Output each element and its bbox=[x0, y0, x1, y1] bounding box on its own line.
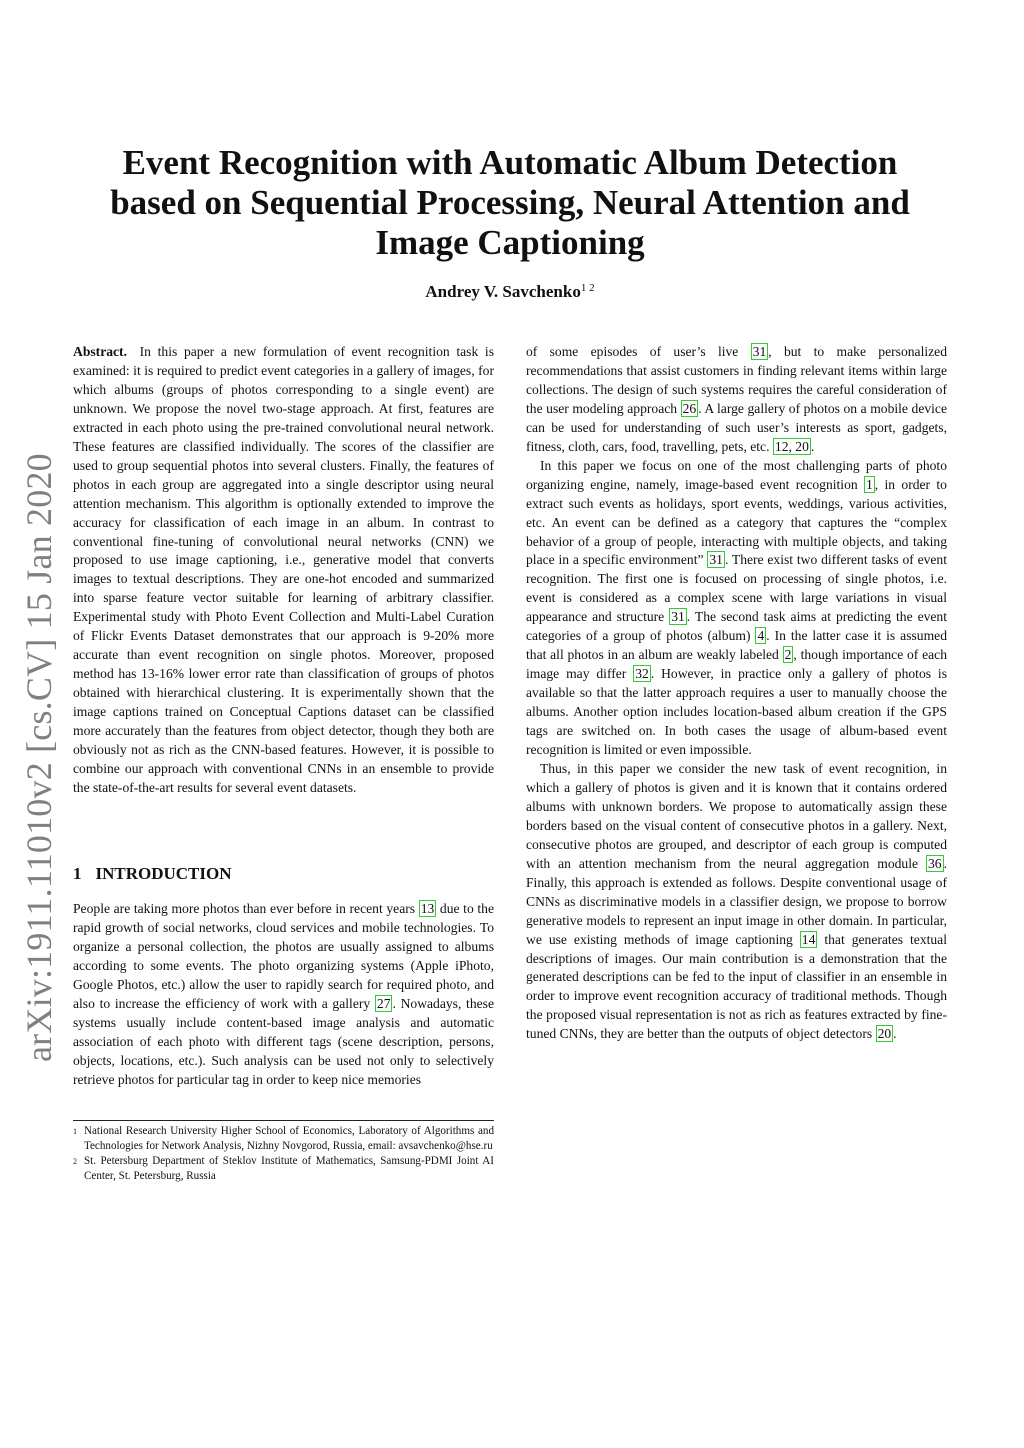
citation-link[interactable]: 2 bbox=[784, 647, 792, 663]
text-run: . Nowadays, these systems usually include content-based image analysis and automatic association of each photo with different tags (scene description, persons, objects, locations, etc.). Such analysis can be used not only to selectively retrieve photos for particular tag in order to keep nice memories bbox=[73, 995, 494, 1087]
footnote-divider bbox=[73, 1120, 494, 1121]
text-run: . The second task aims at predicting the event categories of a group of photos (album) bbox=[526, 609, 948, 644]
title-line: Image Captioning bbox=[375, 223, 645, 262]
citation-link[interactable]: 27 bbox=[376, 995, 391, 1011]
citation-link[interactable]: 13 bbox=[420, 901, 435, 916]
section-number: 1 bbox=[73, 864, 82, 883]
paragraph bbox=[526, 343, 947, 457]
citation-link[interactable]: 32 bbox=[635, 666, 649, 682]
abstract bbox=[73, 343, 494, 798]
text-run: due to the rapid growth of social networks, cloud services and mobile technologies. To organize a personal collection, the photos are usually assigned to albums according to some events. The photo organizing systems (Apple iPhoto, Google Photos, etc.) allow the user to rapidly search for required photo, and also to increase the efficiency of work with a gallery bbox=[73, 901, 494, 1011]
text-run: . bbox=[810, 438, 815, 454]
footnote-text: St. Petersburg Department of Steklov Institute of Mathematics, Samsung-PDMI Joint AI Center, St. Petersburg, Russia bbox=[84, 1155, 494, 1182]
paragraph bbox=[526, 457, 947, 760]
citation-link[interactable]: 36 bbox=[928, 855, 942, 871]
text-run: People are taking more photos than ever before in recent years bbox=[73, 901, 419, 916]
right-column bbox=[526, 343, 947, 1044]
footnote-mark: 2 bbox=[73, 1157, 77, 1166]
section-heading bbox=[73, 864, 232, 884]
citation-link[interactable]: 26 bbox=[682, 400, 697, 416]
author-line bbox=[60, 282, 960, 302]
left-column bbox=[73, 343, 494, 798]
text-run: , in order to extract such events as holidays, sport events, weddings, various activities, etc. An event can be defined as a category that captures the “complex behavior of a group of people, interacting with multiple objects, and taking place in a specific environment” bbox=[526, 476, 947, 568]
footnote-text: National Research University Higher School of Economics, Laboratory of Algorithms and Technologies for Network Analysis, Nizhny Novgorod, Russia, email: avsavchenko@hse.ru bbox=[84, 1125, 494, 1152]
text-run: . There exist two different tasks of event recognition. The first one is focused on processing of single photos, i.e. event is considered as a complex scene with large variations in visual appearance and structure bbox=[526, 552, 948, 625]
citation-link[interactable]: 31 bbox=[752, 344, 767, 359]
footnote-mark: 1 bbox=[73, 1127, 77, 1136]
arxiv-identifier: arXiv:1911.11010v2 [cs.CV] 15 Jan 2020 bbox=[19, 453, 59, 1062]
title-line: Event Recognition with Automatic Album Detection bbox=[122, 143, 898, 182]
citation-link[interactable]: 1 bbox=[866, 476, 873, 492]
title-line: based on Sequential Processing, Neural Attention and bbox=[110, 183, 910, 222]
text-run: , though importance of each image may differ bbox=[526, 647, 947, 682]
paragraph bbox=[526, 760, 947, 1044]
paper-title bbox=[60, 143, 960, 263]
author-affiliation-marks: 1 2 bbox=[580, 282, 595, 294]
footnote bbox=[73, 1154, 494, 1184]
citation-link[interactable]: 14 bbox=[801, 931, 816, 947]
section-title: INTRODUCTION bbox=[95, 864, 232, 883]
text-run: In this paper we focus on one of the most challenging parts of photo organizing engine, namely, image-based event recognition bbox=[526, 457, 947, 492]
citation-link[interactable]: 20 bbox=[877, 1026, 892, 1042]
citation-link[interactable]: 12, 20 bbox=[774, 438, 809, 454]
citation-link[interactable]: 31 bbox=[671, 609, 685, 625]
text-run: , but to make personalized recommendations that assist customers in finding relevant items within large collections. The design of such systems requires the careful consideration of the user modeling approach bbox=[526, 344, 947, 416]
author-name: Andrey V. Savchenko bbox=[425, 282, 581, 301]
text-run: that generates textual descriptions of images. Our main contribution is a demonstration that the generated descriptions can be fed to the input of classifier in an ensemble in order to improve event recognition accuracy of traditional methods. Though the proposed visual representation is not as rich as features extracted by fine-tuned CNNs, they are better than the outputs of object detectors bbox=[526, 931, 947, 1042]
abstract-text: In this paper a new formulation of event recognition task is examined: it is required to predict event categories in a gallery of images, for which albums (groups of photos corresponding to a single event) are unknown. We propose the novel two-stage approach. At first, features are extracted in each photo using the pre-trained convolutional neural network. These features are classified individually. The scores of the classifier are used to group sequential photos into several clusters. Finally, the features of photos in each group are aggregated into a single descriptor using neural attention mechanism. This algorithm is optionally extended to improve the accuracy for classification of each image in an album. In contrast to conventional fine-tuning of convolutional neural networks (CNN) we proposed to use image captioning, i.e., generative model that converts images to textual descriptions. They are one-hot encoded and summarized into sparse feature vector suitable for learning of arbitrary classifier. Experimental study with Photo Event Collection and Multi-Label Curation of Flickr Events Dataset demonstrates that our approach is 9-20% more accurate than event recognition on single photos. Moreover, proposed method has 13-16% lower error rate than classification of groups of photos obtained with hierarchical clustering. It is experimentally shown that the image captions trained on Conceptual Captions dataset can be classified more accurately than the features from object detector, though they both are obviously not as rich as the CNN-based features. However, it is possible to combine our approach with conventional CNNs in an ensemble to provide the state-of-the-art results for several event datasets. bbox=[73, 344, 494, 795]
text-run: Thus, in this paper we consider the new task of event recognition, in which a gallery of photos is given and it is known that it contains ordered albums with unknown borders. We propose to automatically assign these borders based on the visual content of consecutive photos in a gallery. Next, consecutive photos are grouped, and descriptor of each group is computed with an attention mechanism from the neural aggregation module bbox=[526, 760, 947, 871]
abstract-label: Abstract. bbox=[73, 344, 127, 359]
text-run: . In the latter case it is assumed that all photos in an album are weakly labeled bbox=[526, 628, 947, 663]
citation-link[interactable]: 4 bbox=[757, 628, 765, 644]
footnotes bbox=[73, 1124, 494, 1184]
citation-link[interactable]: 31 bbox=[709, 552, 723, 568]
intro-left-column bbox=[73, 900, 494, 1090]
text-run: . However, in practice only a gallery of photos is available so that the latter approach requires a user to manually choose the albums. Another option includes location-based album creation if the GPS tags are switched on. In both cases the usage of album-based event recognition is limited or even impossible. bbox=[526, 666, 947, 758]
text-run: . Finally, this approach is extended as follows. Despite conventional usage of CNNs as discriminative models in a classifier design, we propose to borrow generative models to represent an input image in other domain. In particular, we use existing methods of image captioning bbox=[526, 855, 947, 947]
text-run: . A large gallery of photos on a mobile device can be used for understanding of such user’s interests as sport, gadgets, fitness, cloth, cars, food, travelling, pets, etc. bbox=[526, 400, 947, 454]
footnote bbox=[73, 1124, 494, 1154]
intro-paragraph bbox=[73, 900, 494, 1090]
text-run: . bbox=[893, 1026, 897, 1042]
text-run: of some episodes of user’s live bbox=[526, 344, 751, 359]
